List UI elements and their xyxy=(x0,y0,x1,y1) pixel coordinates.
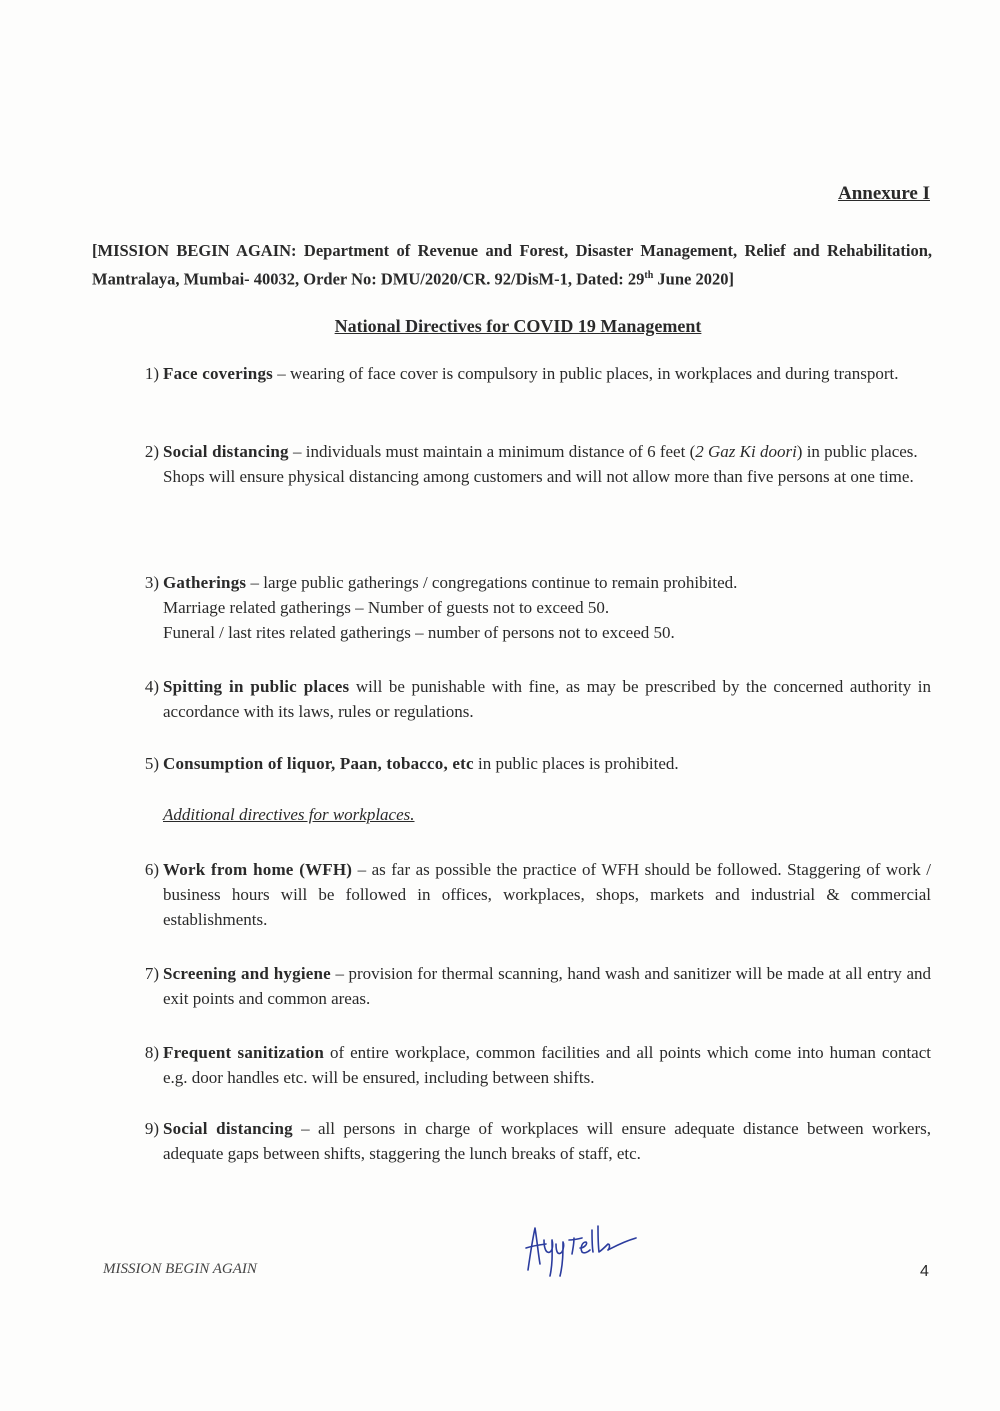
directive-item xyxy=(144,361,931,386)
item-text-tail: ) in public places. xyxy=(796,442,918,461)
directive-item xyxy=(144,570,931,645)
item-number: 8) xyxy=(144,1043,159,1062)
item-heading: Face coverings xyxy=(163,364,273,383)
directive-item xyxy=(144,1040,931,1090)
order-reference-sup: th xyxy=(644,270,654,281)
item-number: 5) xyxy=(144,754,159,773)
footer-mission-label: MISSION BEGIN AGAIN xyxy=(103,1261,257,1277)
directive-item xyxy=(144,1116,932,1166)
item-text: will be punishable with fine, as may be prescribed by the concerned authority in accordance with its laws, rules or regulations. xyxy=(163,677,932,721)
signature-icon xyxy=(522,1218,642,1280)
item-text: in public places is prohibited. xyxy=(473,754,679,773)
directive-item xyxy=(144,961,931,1011)
item-heading: Social distancing xyxy=(163,442,289,461)
page-number: 4 xyxy=(920,1263,929,1280)
additional-directives-heading: Additional directives for workplaces. xyxy=(163,805,415,824)
order-reference-text: [MISSION BEGIN AGAIN: Department of Revenue and Forest, Disaster Management, Relief and Rehabilitation, Mantralaya, Mumbai- 40032, Order No: DMU/2020/CR. 92/DisM-1, Dated: 29 xyxy=(92,241,932,289)
item-text-line2: Shops will ensure physical distancing among customers and will not allow more than five persons at one time. xyxy=(163,467,914,486)
item-text: – wearing of face cover is compulsory in public places, in workplaces and during transport. xyxy=(272,364,899,383)
item-text: – all persons in charge of workplaces will ensure adequate distance between workers, adequate gaps between shifts, staggering the lunch breaks of staff, etc. xyxy=(163,1119,932,1163)
directive-item xyxy=(144,439,931,489)
item-text: – as far as possible the practice of WFH should be followed. Staggering of work / business hours will be followed in offices, workplaces, shops, markets and industrial & commercial establishments. xyxy=(163,860,932,929)
item-heading: Gatherings xyxy=(163,573,247,592)
item-text: – individuals must maintain a minimum distance of 6 feet ( xyxy=(288,442,696,461)
item-number: 9) xyxy=(144,1119,159,1138)
item-text: – provision for thermal scanning, hand wash and sanitizer will be made at all entry and exit points and common areas. xyxy=(163,964,931,1008)
item-number: 1) xyxy=(144,364,159,383)
annexure-label: Annexure I xyxy=(837,183,930,204)
order-reference xyxy=(92,238,932,292)
item-text: of entire workplace, common facilities and all points which come into human contact e.g. door handles etc. will be ensured, including between shifts. xyxy=(163,1043,931,1087)
item-number: 7) xyxy=(144,964,159,983)
item-number: 3) xyxy=(144,573,159,592)
item-number: 2) xyxy=(144,442,159,461)
item-heading: Screening and hygiene xyxy=(163,964,331,983)
item-heading: Work from home (WFH) xyxy=(163,860,353,879)
item-text: – large public gatherings / congregations continue to remain prohibited. xyxy=(246,573,738,592)
order-reference-date-tail: June 2020] xyxy=(653,269,734,289)
item-number: 6) xyxy=(144,860,159,879)
item-italic-text: 2 Gaz Ki doori xyxy=(695,442,797,461)
item-heading: Social distancing xyxy=(163,1119,293,1138)
item-number: 4) xyxy=(144,677,159,696)
item-heading: Spitting in public places xyxy=(163,677,350,696)
item-heading: Frequent sanitization xyxy=(163,1043,324,1062)
directive-item xyxy=(144,674,932,724)
directive-item xyxy=(144,751,931,776)
item-heading: Consumption of liquor, Paan, tobacco, etc xyxy=(163,754,474,773)
item-text-line2: Marriage related gatherings – Number of guests not to exceed 50. xyxy=(163,598,610,617)
item-text-line3: Funeral / last rites related gatherings – number of persons not to exceed 50. xyxy=(163,623,675,642)
directive-item xyxy=(144,857,932,932)
section-title: National Directives for COVID 19 Management xyxy=(334,316,702,336)
